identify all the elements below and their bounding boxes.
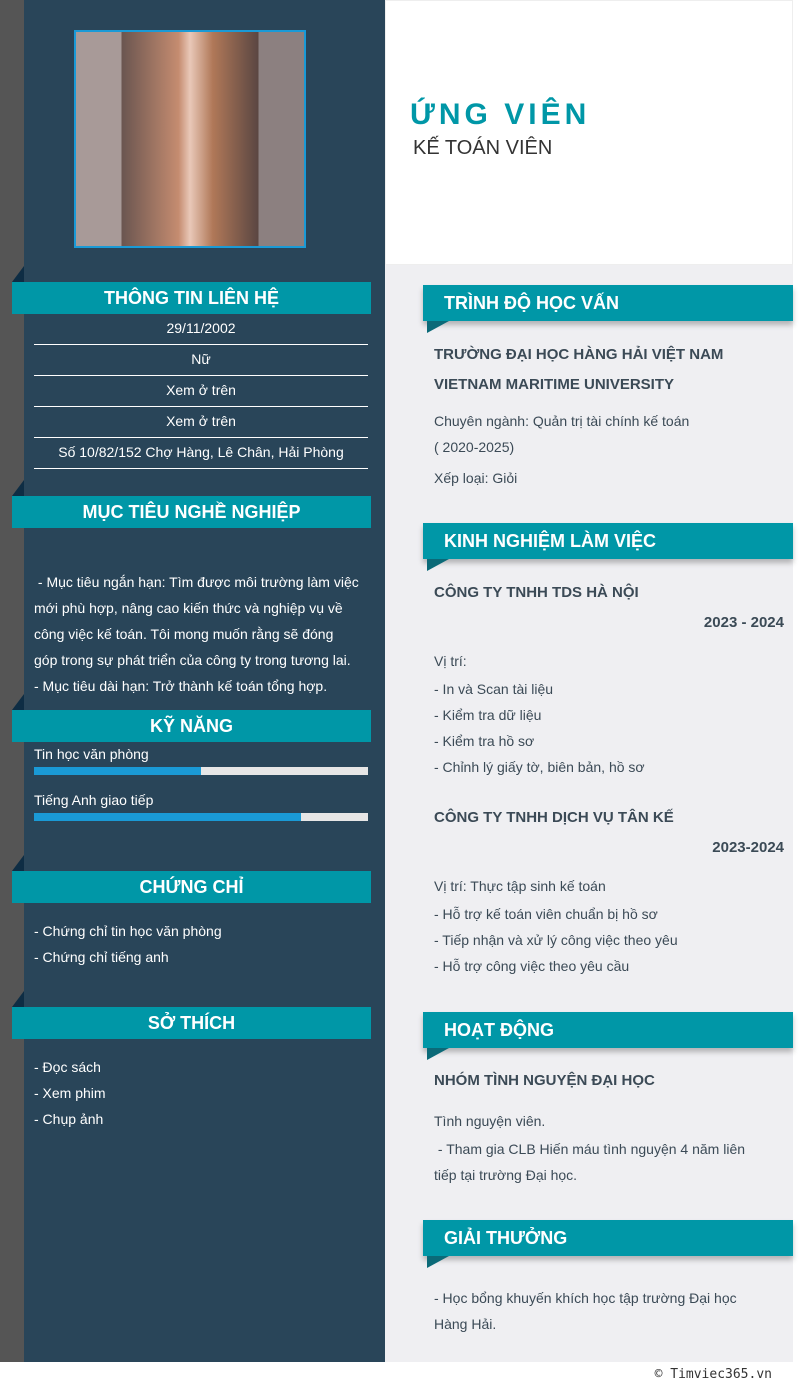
activity-org: NHÓM TÌNH NGUYỆN ĐẠI HỌC [434, 1072, 655, 1089]
job-title: KẾ TOÁN VIÊN [413, 137, 553, 159]
job-task: - Hỗ trợ kế toán viên chuẩn bị hồ sơ [434, 906, 658, 922]
skill-bar-fill [34, 767, 201, 775]
gender: Nữ [34, 345, 368, 376]
activity-line: - Tham gia CLB Hiến máu tình nguyện 4 năm liên [434, 1141, 746, 1157]
skills-heading: KỸ NĂNG [12, 710, 371, 742]
candidate-name: ỨNG VIÊN [410, 98, 591, 131]
education-heading: TRÌNH ĐỘ HỌC VẤN [423, 285, 793, 321]
skill-name: Tin học văn phòng [34, 746, 149, 762]
awards-body [434, 1285, 784, 1337]
job-task: - In và Scan tài liệu [434, 681, 554, 697]
hobbies-list [34, 1054, 106, 1132]
job-years: 2023 - 2024 [703, 614, 784, 631]
objective-line: - Mục tiêu ngắn hạn: Tìm được môi trường làm việc [34, 574, 359, 590]
activities-body [434, 1068, 784, 1188]
rank: Xếp loại: Giỏi [434, 470, 518, 486]
job-position: Vị trí: [434, 653, 467, 669]
certs-list [34, 918, 222, 970]
skill-bar [34, 813, 368, 821]
avatar-photo [74, 30, 306, 248]
award-line: Hàng Hải. [434, 1316, 497, 1332]
experience-heading: KINH NGHIỆM LÀM VIỆC [423, 523, 793, 559]
skill-item [34, 746, 368, 775]
email: Xem ở trên [34, 407, 368, 438]
company-name: CÔNG TY TNHH TDS HÀ NỘI [434, 584, 639, 601]
skill-bar-fill [34, 813, 301, 821]
objective-line: góp trong sự phát triển của công ty trong tương lai. [34, 652, 351, 668]
school-name: TRƯỜNG ĐẠI HỌC HÀNG HẢI VIỆT NAM [434, 346, 724, 363]
skill-name: Tiếng Anh giao tiếp [34, 792, 154, 808]
activity-role: Tình nguyện viên. [434, 1113, 546, 1129]
awards-heading: GIẢI THƯỞNG [423, 1220, 793, 1256]
job-position: Vị trí: Thực tập sinh kế toán [434, 878, 606, 894]
footer-credit: © Timviec365.vn [654, 1367, 772, 1382]
objective-text [34, 543, 359, 725]
activities-heading: HOẠT ĐỘNG [423, 1012, 793, 1048]
address: Số 10/82/152 Chợ Hàng, Lê Chân, Hải Phòng [34, 438, 368, 469]
objective-heading: MỤC TIÊU NGHỀ NGHIỆP [12, 496, 371, 528]
side-strip [0, 0, 24, 1362]
phone: Xem ở trên [34, 376, 368, 407]
skill-item [34, 792, 368, 821]
certs-heading: CHỨNG CHỈ [12, 871, 371, 903]
job-task: - Hỗ trợ công việc theo yêu cầu [434, 958, 630, 974]
objective-line: mới phù hợp, nâng cao kiến thức và nghiệp vụ về [34, 600, 343, 616]
header-area [385, 0, 793, 265]
job-task: - Kiểm tra hồ sơ [434, 733, 535, 749]
activity-line: tiếp tại trường Đại học. [434, 1167, 578, 1183]
cert-item: - Chứng chỉ tiếng anh [34, 949, 169, 965]
award-line: - Học bổng khuyến khích học tập trường Đại học [434, 1290, 737, 1306]
study-period: ( 2020-2025) [434, 439, 515, 455]
hobbies-heading: SỞ THÍCH [12, 1007, 371, 1039]
job-task: - Chỉnh lý giấy tờ, biên bản, hồ sơ [434, 759, 645, 775]
job-task: - Tiếp nhận và xử lý công việc theo yêu [434, 932, 678, 948]
hobby-item: - Chụp ảnh [34, 1111, 104, 1127]
major: Chuyên ngành: Quản trị tài chính kế toán [434, 413, 690, 429]
objective-line: - Mục tiêu dài hạn: Trở thành kế toán tổng hợp. [34, 678, 328, 694]
skill-bar [34, 767, 368, 775]
contact-list [34, 314, 368, 469]
job-1 [434, 580, 784, 780]
hobby-item: - Đọc sách [34, 1059, 101, 1075]
education-body [434, 340, 784, 491]
contact-heading: THÔNG TIN LIÊN HỆ [12, 282, 371, 314]
birthdate: 29/11/2002 [34, 314, 368, 345]
objective-line: công việc kế toán. Tôi mong muốn rằng sẽ đóng [34, 626, 334, 642]
job-years: 2023-2024 [712, 839, 784, 856]
company-name: CÔNG TY TNHH DỊCH VỤ TÂN KẾ [434, 809, 674, 826]
school-name-en: VIETNAM MARITIME UNIVERSITY [434, 376, 675, 393]
job-2 [434, 805, 784, 979]
cert-item: - Chứng chỉ tin học văn phòng [34, 923, 222, 939]
job-task: - Kiểm tra dữ liệu [434, 707, 542, 723]
hobby-item: - Xem phim [34, 1085, 106, 1101]
